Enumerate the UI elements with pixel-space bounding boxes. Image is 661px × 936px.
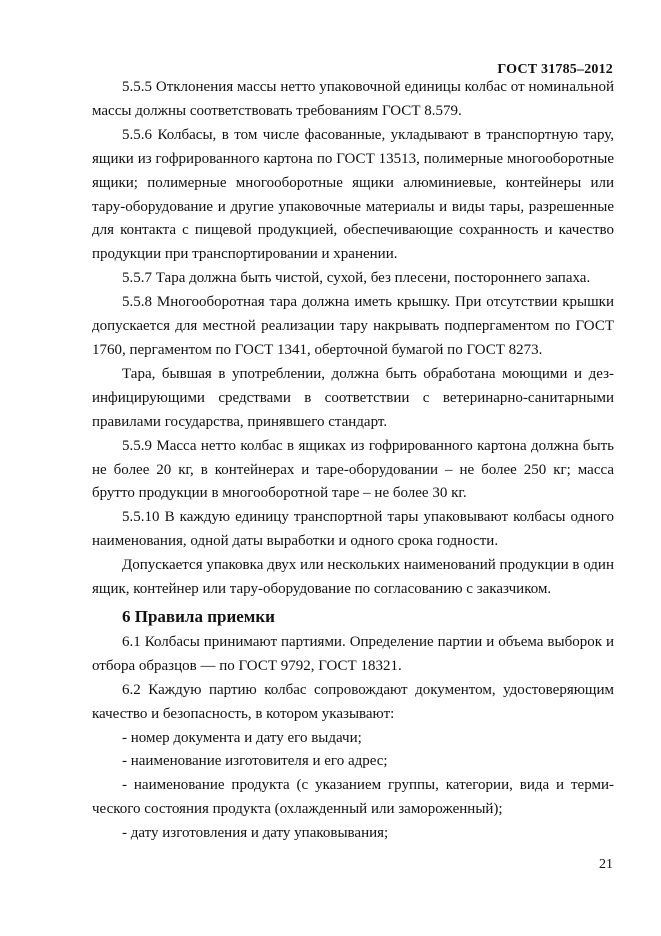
paragraph-5-5-9: 5.5.9 Масса нетто колбас в ящиках из гофрированного картона должна быть не более 20 кг, в контейнерах и таре-оборудовании – не более 250 кг; масса брутто продукции в многооборотной таре – не более 30 кг. [92, 437, 614, 502]
page-body [92, 76, 614, 846]
list-item: - наименование продукта (с указанием группы, категории, вида и термического состояния продукта (охлажденный или замороженный); [92, 777, 614, 818]
paragraph-5-5-7: 5.5.7 Тара должна быть чистой, сухой, без плесени, постороннего запаха. [122, 270, 591, 287]
paragraph-6-2: 6.2 Каждую партию колбас сопровождают документом, удостоверяющим качество и безопасность, в котором указывают: [92, 681, 614, 722]
document-code-header: ГОСТ 31785–2012 [497, 62, 613, 77]
paragraph-6-1: 6.1 Колбасы принимают партиями. Определение партии и объема выборок и отбора образцов — по ГОСТ 9792, ГОСТ 18321. [92, 633, 614, 674]
paragraph-5-5-5: 5.5.5 Отклонения массы нетто упаковочной единицы колбас от номинальной массы должны соответствовать требованиям ГОСТ 8.579. [92, 79, 614, 119]
list-item: - дату изготовления и дату упаковывания; [122, 825, 389, 842]
paragraph-5-5-8: 5.5.8 Многооборотная тара должна иметь крышку. При отсутствии крышки допускается для местной реализации тару накрывать подпергаментом по ГОСТ 1760, пергаментом по ГОСТ 1341, оберточной бумагой по ГОСТ 8273. [92, 294, 614, 358]
paragraph-5-5-10: 5.5.10 В каждую единицу транспортной тары упаковывают колбасы одного наименования, одной даты выработки и одного срока годности. [92, 509, 614, 550]
list-item: - номер документа и дату его выдачи; [122, 729, 362, 746]
paragraph-tara-disinfection: Тара, бывшая в употреблении, должна быть обработана моющими и дезинфицирующими средствами в соответствии с ветеринарно-санитарными правилами государства, принявшего стандарт. [92, 365, 614, 430]
list-item: - наименование изготовителя и его адрес; [122, 753, 388, 770]
paragraph-mixed-packing: Допускается упаковка двух или нескольких наименований продукции в один ящик, контейнер или тару-оборудование по согласованию с заказчиком. [92, 557, 614, 598]
section-heading: 6 Правила приемки [122, 606, 275, 626]
paragraph-5-5-6: 5.5.6 Колбасы, в том числе фасованные, укладывают в транспортную тару, ящики из гофрированного картона по ГОСТ 13513, полимерные многооборотные ящики; полимерные многооборотные ящики алюминиевые, контейнеры или тару-оборудование и другие упаковочные материалы и виды тары, разрешенные для контакта с пищевой продукцией, обеспечивающие сохранность и качество продукции при транспортировании и хранении. [92, 126, 614, 263]
page-number: 21 [599, 857, 613, 872]
